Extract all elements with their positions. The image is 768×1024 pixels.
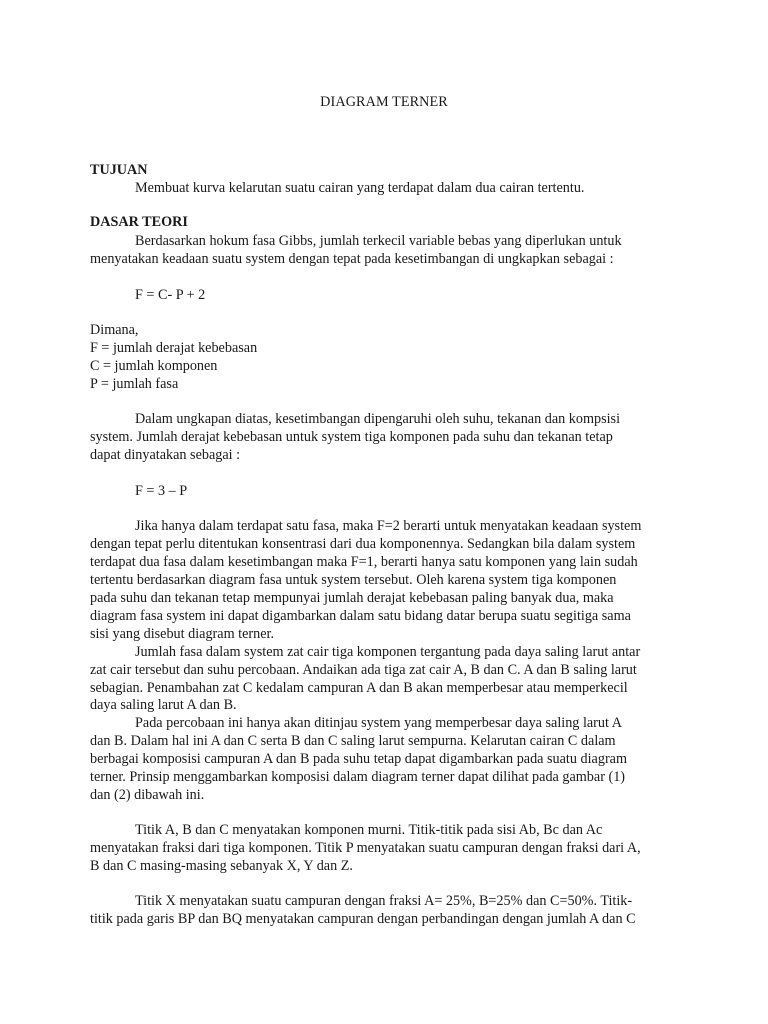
paragraph-line: dan B. Dalam hal ini A dan C serta B dan C saling larut sempurna. Kelarutan cairan C dalam xyxy=(90,733,616,749)
paragraph-line: Jumlah fasa dalam system zat cair tiga komponen tergantung pada daya saling larut antar xyxy=(135,644,641,660)
paragraph-line: terner. Prinsip menggambarkan komposisi dalam diagram terner dapat dilihat pada gambar (1) xyxy=(90,769,626,785)
paragraph-line: Titik A, B dan C menyatakan komponen murni. Titik-titik pada sisi Ab, Bc dan Ac xyxy=(135,822,603,838)
paragraph-line: Berdasarkan hokum fasa Gibbs, jumlah terkecil variable bebas yang diperlukan untuk xyxy=(135,233,622,249)
section-heading-dasar-teori: DASAR TEORI xyxy=(90,214,188,230)
definition-line: F = jumlah derajat kebebasan xyxy=(90,340,258,356)
paragraph-line: dapat dinyatakan sebagai : xyxy=(90,447,241,463)
paragraph-line: diagram fasa system ini dapat digambarkan dalam satu bidang datar berupa suatu segitiga sama xyxy=(90,608,631,624)
paragraph-line: zat cair tersebut dan suhu percobaan. Andaikan ada tiga zat cair A, B dan C. A dan B saling larut xyxy=(90,662,637,678)
paragraph-line: tertentu berdasarkan diagram fasa untuk system tersebut. Oleh karena system tiga komponen xyxy=(90,572,617,588)
formula-three-component: F = 3 – P xyxy=(135,483,188,499)
paragraph-line: Jika hanya dalam terdapat satu fasa, maka F=2 berarti untuk menyatakan keadaan system xyxy=(135,518,642,534)
formula-gibbs: F = C- P + 2 xyxy=(135,287,206,303)
paragraph-line: dan (2) dibawah ini. xyxy=(90,787,205,803)
paragraph-line: daya saling larut A dan B. xyxy=(90,697,237,713)
section-heading-tujuan: TUJUAN xyxy=(90,162,148,178)
definition-line: C = jumlah komponen xyxy=(90,358,218,374)
paragraph-line: dengan tepat perlu ditentukan konsentrasi dari dua komponennya. Sedangkan bila dalam system xyxy=(90,536,636,552)
paragraph-line: berbagai komposisi campuran A dan B pada suhu tetap dapat digambarkan pada suatu diagram xyxy=(90,751,627,767)
paragraph-line: titik pada garis BP dan BQ menyatakan campuran dengan perbandingan dengan jumlah A dan C xyxy=(90,911,636,927)
paragraph-line: Pada percobaan ini hanya akan ditinjau system yang memperbesar daya saling larut A xyxy=(135,715,622,731)
definition-line: P = jumlah fasa xyxy=(90,376,179,392)
paragraph-line: Titik X menyatakan suatu campuran dengan fraksi A= 25%, B=25% dan C=50%. Titik- xyxy=(135,893,633,909)
paragraph-line: B dan C masing-masing sebanyak X, Y dan Z. xyxy=(90,858,353,874)
paragraph-line: Dalam ungkapan diatas, kesetimbangan dipengaruhi oleh suhu, tekanan dan kompsisi xyxy=(135,411,621,427)
paragraph-line: sebagian. Penambahan zat C kedalam campuran A dan B akan memperbesar atau memperkecil xyxy=(90,680,628,696)
paragraph-line: menyatakan keadaan suatu system dengan tepat pada kesetimbangan di ungkapkan sebagai : xyxy=(90,251,614,267)
paragraph-line: terdapat dua fasa dalam kesetimbangan maka F=1, berarti hanya satu komponen yang lain sudah xyxy=(90,554,638,570)
paragraph-line: Membuat kurva kelarutan suatu cairan yang terdapat dalam dua cairan tertentu. xyxy=(135,180,585,196)
paragraph-line: Dimana, xyxy=(90,322,139,338)
document-title: DIAGRAM TERNER xyxy=(320,94,448,110)
paragraph-line: sisi yang disebut diagram terner. xyxy=(90,626,275,642)
paragraph-line: system. Jumlah derajat kebebasan untuk system tiga komponen pada suhu dan tekanan tetap xyxy=(90,429,613,445)
paragraph-line: menyatakan fraksi dari tiga komponen. Titik P menyatakan suatu campuran dengan fraksi dari A, xyxy=(90,840,641,856)
paragraph-line: pada suhu dan tekanan tetap mempunyai jumlah derajat kebebasan paling banyak dua, maka xyxy=(90,590,614,606)
